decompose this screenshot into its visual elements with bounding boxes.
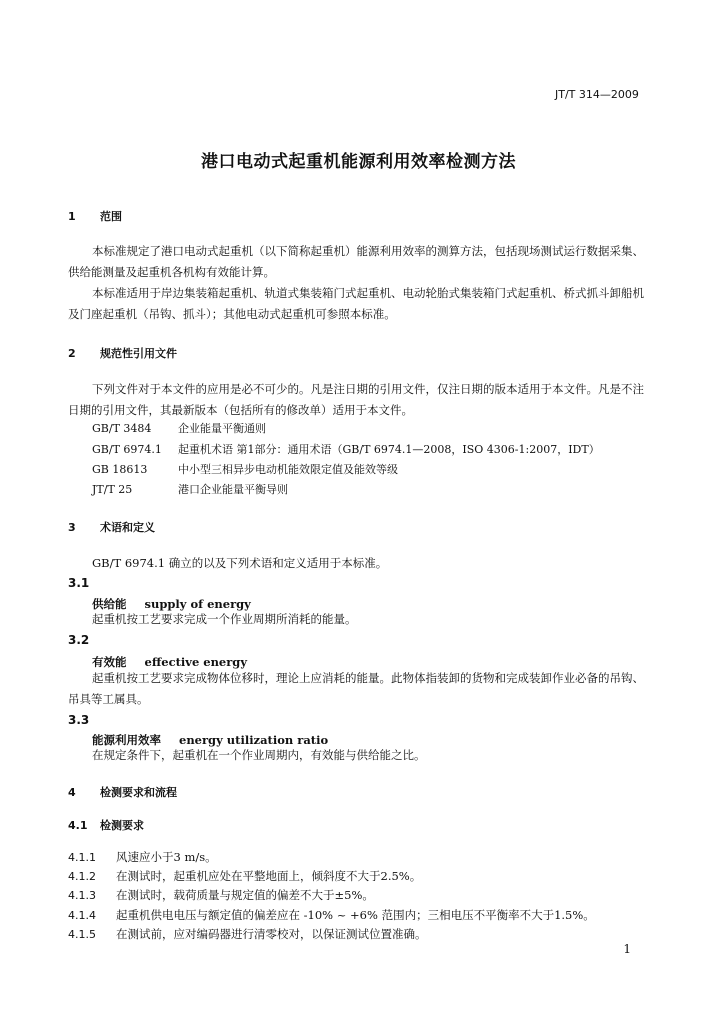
section-4-heading (68, 784, 177, 800)
clause-number: 4.1.3 (68, 889, 96, 902)
reference-item (92, 461, 398, 477)
page-number: 1 (623, 942, 631, 956)
clause-item (68, 926, 427, 942)
standard-number: JT/T 314—2009 (555, 88, 639, 101)
section-title: 检测要求和流程 (100, 786, 177, 799)
section-3-heading (68, 519, 155, 535)
clause-text: 在测试时，载荷质量与规定值的偏差不大于±5%。 (116, 888, 374, 902)
clause-item (68, 849, 217, 865)
paragraph: 下列文件对于本文件的应用是必不可少的。凡是注日期的引用文件，仅注日期的版本适用于本文件。凡是不注日期的引用文件，其最新版本（包括所有的修改单）适用于本文件。 (68, 382, 644, 417)
section-title: 范围 (100, 210, 122, 223)
clause-text: 在测试前，应对编码器进行清零校对，以保证测试位置准确。 (116, 927, 427, 941)
reference-title: 中小型三相异步电动机能效限定值及能效等级 (178, 463, 398, 476)
reference-title: 港口企业能量平衡导则 (178, 483, 288, 496)
section-1-heading (68, 208, 122, 224)
section-2-heading (68, 345, 177, 361)
document-title: 港口电动式起重机能源利用效率检测方法 (201, 152, 516, 172)
section-title: 术语和定义 (100, 521, 155, 534)
clause-text: 风速应小于3 m/s。 (116, 850, 217, 864)
clause-text: 起重机供电电压与额定值的偏差应在 -10% ~ +6% 范围内；三相电压不平衡率不大于1.5%。 (116, 908, 595, 922)
term-number: 3.2 (68, 633, 90, 647)
term-en: supply of energy (144, 597, 251, 611)
clause-item (68, 887, 374, 903)
section-number: 1 (68, 210, 76, 223)
paragraph: 本标准适用于岸边集装箱起重机、轨道式集装箱门式起重机、电动轮胎式集装箱门式起重机、桥式抓斗卸船机及门座起重机（吊钩、抓斗）；其他电动式起重机可参照本标准。 (68, 286, 644, 321)
reference-code: GB/T 3484 (92, 422, 152, 435)
clause-item (68, 868, 421, 884)
reference-item (92, 441, 600, 457)
reference-code: GB 18613 (92, 463, 148, 476)
term-en: effective energy (144, 655, 248, 669)
reference-item (92, 481, 288, 497)
section-title: 规范性引用文件 (100, 347, 177, 360)
term-definition: 在规定条件下，起重机在一个作业周期内，有效能与供给能之比。 (92, 748, 426, 762)
term-definition: 起重机按工艺要求完成物体位移时，理论上应消耗的能量。此物体指装卸的货物和完成装卸作业必备的吊钩、吊具等工属具。 (68, 671, 644, 706)
paragraph: GB/T 6974.1 确立的以及下列术语和定义适用于本标准。 (92, 556, 388, 570)
section-number: 4 (68, 786, 76, 799)
reference-title: 企业能量平衡通则 (178, 422, 266, 435)
clause-number: 4.1.1 (68, 851, 96, 864)
term-number: 3.3 (68, 713, 90, 727)
clause-item (68, 907, 595, 923)
clause-number: 4.1.5 (68, 928, 96, 941)
section-number: 3 (68, 521, 76, 534)
clause-number: 4.1.4 (68, 909, 96, 922)
term-zh: 能源利用效率 (92, 733, 161, 747)
term-definition: 起重机按工艺要求完成一个作业周期所消耗的能量。 (92, 612, 357, 626)
subsection-number: 4.1 (68, 819, 88, 832)
term-zh: 有效能 (92, 655, 127, 669)
reference-code: GB/T 6974.1 (92, 443, 162, 456)
clause-text: 在测试时，起重机应处在平整地面上，倾斜度不大于2.5%。 (116, 869, 422, 883)
section-number: 2 (68, 347, 76, 360)
subsection-heading (68, 817, 144, 833)
term-number: 3.1 (68, 576, 90, 590)
term-en: energy utilization ratio (179, 733, 329, 747)
reference-title: 起重机术语 第1部分：通用术语（GB/T 6974.1—2008，ISO 4306-1:2007，IDT） (178, 443, 600, 456)
subsection-title: 检测要求 (100, 819, 144, 832)
paragraph: 本标准规定了港口电动式起重机（以下简称起重机）能源利用效率的测算方法，包括现场测试运行数据采集、供给能测量及起重机各机构有效能计算。 (68, 244, 644, 279)
reference-code: JT/T 25 (92, 483, 133, 496)
term-zh: 供给能 (92, 597, 127, 611)
clause-number: 4.1.2 (68, 870, 96, 883)
reference-item (92, 420, 266, 436)
